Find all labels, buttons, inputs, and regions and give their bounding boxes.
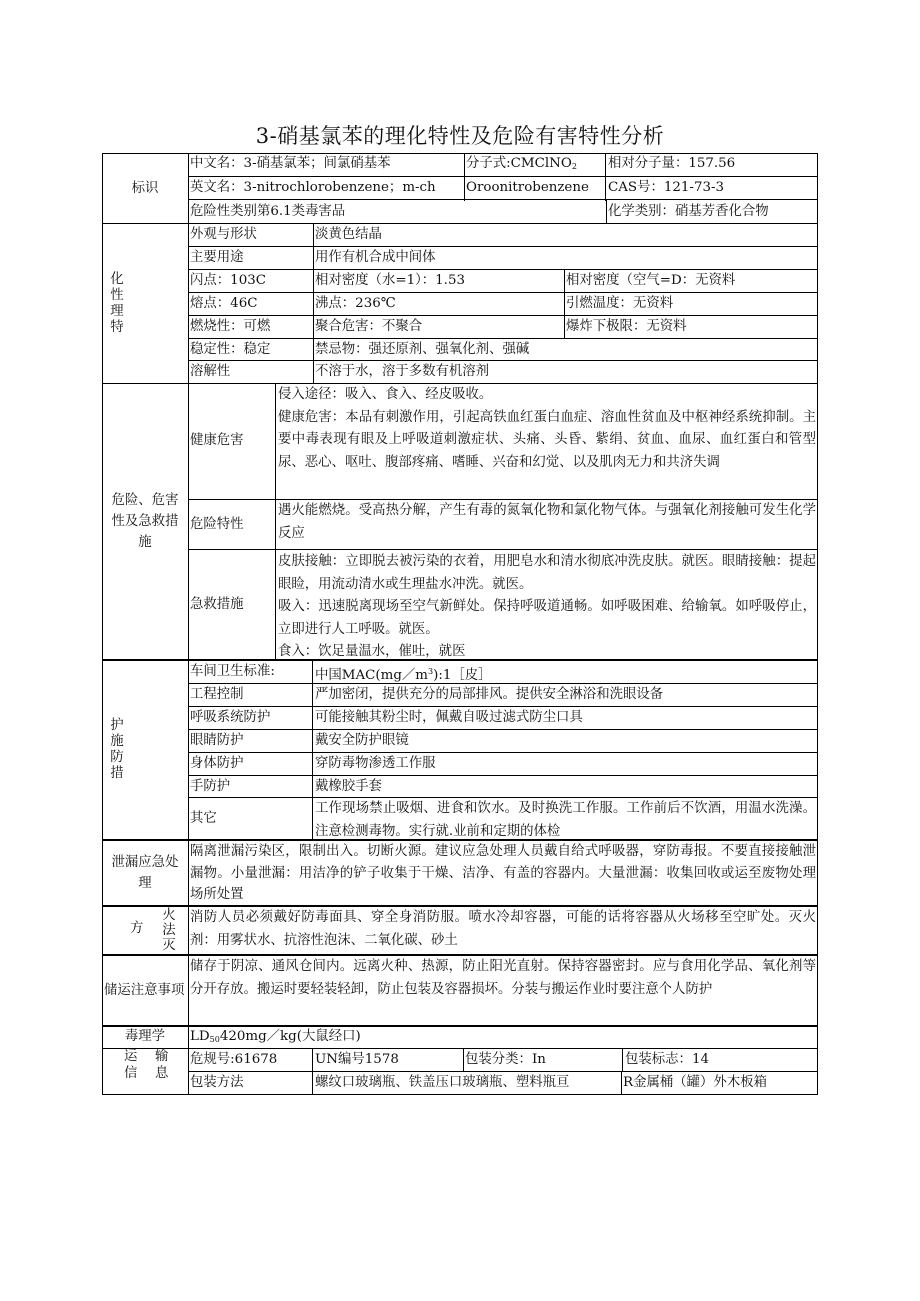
fire-section-label-a: 方 <box>130 921 144 936</box>
msds-table <box>102 153 818 1095</box>
stability: 稳定性：稳定 <box>190 342 271 357</box>
english-name-continued: Oroonitrobenzene <box>466 180 589 195</box>
body-protection-label: 身体防护 <box>190 756 244 771</box>
respiratory-protection-value: 可能接触其粉尘时，佩戴自吸过滤式防尘口具 <box>315 710 583 725</box>
transport-section-label-a: 运 输 <box>124 1049 169 1064</box>
transport-section-label-b: 信 息 <box>124 1066 169 1081</box>
section-label-hazard: 危险、危害性及急救措施 <box>111 493 179 550</box>
section-label-physical: 化性理特 <box>110 271 124 335</box>
health-hazard-label: 健康危害 <box>190 433 244 448</box>
other-protection-label: 其它 <box>190 811 217 826</box>
danger-characteristics-label: 危险特性 <box>190 516 244 532</box>
section-label-toxicology: 毒理学 <box>124 1029 166 1044</box>
chinese-name: 中文名：3-硝基氯苯；间氯硝基苯 <box>190 156 391 171</box>
flash-point: 闪点：103C <box>190 273 266 288</box>
engineering-control-value: 严加密闭，提供充分的局部排风。提供安全淋浴和洗眼设备 <box>315 687 664 702</box>
un-number: UN编号1578 <box>315 1052 399 1067</box>
engineering-control-label: 工程控制 <box>190 687 244 702</box>
molecular-formula: 分子式:CMClNO$_2$ <box>466 156 577 171</box>
first-aid-text: 皮肤接触：立即脱去被污染的衣着，用肥皂水和清水彻底冲洗皮肤。就医。眼睛接触：提起眼睑，用流动清水或生理盐水冲洗。就医。 吸入：迅速脱离现场至空气新鲜处。保持呼吸道通畅。如呼吸困难、给输氧。如呼吸停止，立即进行人工呼吸。就医。 食入：饮足量温水，催吐，就医 <box>278 554 816 660</box>
chemical-class: 化学类别：硝基芳香化合物 <box>608 204 769 219</box>
packing-method-value-continued: R金属桶（罐）外木板箱 <box>623 1075 767 1090</box>
solubility-label: 溶解性 <box>190 364 231 379</box>
density-water: 相对密度（水=1）：1.53 <box>315 273 465 288</box>
use-label: 主要用途 <box>190 250 244 265</box>
fire-fighting-text: 消防人员必须戴好防毒面具、穿全身消防服。喷水冷却容器，可能的话将容器从火场移至空旷处。灭火剂：用雾状水、抗溶性泡沫、二氧化碳、砂土 <box>190 910 816 948</box>
molecular-weight: 相对分子量：157.56 <box>608 156 736 171</box>
english-name: 英文名：3-nitrochlorobenzene；m-ch <box>190 180 436 195</box>
packing-method-value: 螺纹口玻璃瓶、铁盖压口玻璃瓶、塑料瓶亘 <box>315 1075 570 1090</box>
solubility-value: 不溶于水，溶于多数有机溶剂 <box>315 364 490 379</box>
packing-method-label: 包装方法 <box>190 1075 244 1090</box>
workshop-standard-label: 车间卫生标准: <box>190 664 275 679</box>
dangerous-goods-number: 危规号:61678 <box>190 1052 278 1067</box>
incompatible-materials: 禁忌物：强还原剂、强氧化剂、强碱 <box>315 342 530 357</box>
packing-class: 包装分类：In <box>465 1052 546 1067</box>
flammability: 燃烧性：可燃 <box>190 319 271 334</box>
packing-mark: 包装标志：14 <box>625 1052 709 1067</box>
eye-protection-label: 眼睛防护 <box>190 733 244 748</box>
section-label-storage: 储运注意事项 <box>104 982 185 998</box>
appearance-label: 外观与形状 <box>190 227 257 242</box>
first-aid-label: 急救措施 <box>190 597 244 612</box>
ignition-temperature: 引燃温度：无资料 <box>566 296 674 311</box>
section-label-protection: 护施防措 <box>110 718 124 781</box>
hand-protection-value: 戴橡胶手套 <box>315 779 382 794</box>
eye-protection-value: 戴安全防护眼镜 <box>315 733 409 748</box>
other-protection-value: 工作现场禁止吸烟、进食和饮水。及时换洗工作服。工作前后不饮酒，用温水洗澡。注意检测毒物。实行就.业前和定期的体检 <box>315 801 816 839</box>
hazard-class: 危险性类别第6.1类毒害品 <box>190 204 346 219</box>
polymerization-hazard: 聚合危害：不聚合 <box>315 319 423 334</box>
cas-number: CAS号：121-73-3 <box>608 180 725 195</box>
ld50-value: $LD_{50}420mg/kg$(大鼠经口) <box>190 1029 361 1044</box>
fire-section-label-b: 火法灭 <box>162 908 176 953</box>
use-value: 用作有机合成中间体 <box>315 250 436 265</box>
section-label-leak: 泄漏应急处理 <box>111 855 179 891</box>
respiratory-protection-label: 呼吸系统防护 <box>190 710 271 725</box>
explosion-limit: 爆炸下极限：无资料 <box>566 319 687 334</box>
storage-text: 储存于阴凉、通风仓间内。远离火种、热源，防止阳光直射。保持容器密封。应与食用化学品、氧化剂等分开存放。搬运时要轻装轻卸，防止包装及容器损坏。分装与搬运作业时要注意个人防护 <box>190 959 816 997</box>
appearance-value: 淡黄色结晶 <box>315 227 382 242</box>
health-hazard-text: 侵入途径：吸入、食入、经皮吸收。 健康危害：本品有刺激作用，引起高铁血红蛋白血症、溶血性贫血及中枢神经系统抑制。主要中毒表现有眼及上呼吸道刺激症状、头痛、头昏、紫绢、贫血、血尿、血红蛋白和管型尿、恶心、呕吐、腹部疼痛、嗜睡、兴奋和幻觉、以及肌肉无力和共济失调 <box>278 387 816 470</box>
melting-point: 熔点：46C <box>190 296 258 311</box>
hand-protection-label: 手防护 <box>190 779 231 794</box>
document-title: 3-硝基氯苯的理化特性及危险有害特性分析 <box>255 124 665 148</box>
body-protection-value: 穿防毒物渗透工作服 <box>315 756 436 771</box>
danger-characteristics-text: 遇火能燃烧。受高热分解，产生有毒的氮氧化物和氯化物气体。与强氧化剂接触可发生化学反应 <box>278 503 816 541</box>
leak-text: 隔离泄漏污染区，限制出入。切断火源。建议应急处理人员戴自给式呼吸器，穿防毒报。不要直接接触泄漏物。小量泄漏：用洁净的铲子收集于干燥、洁净、有盖的容器内。大量泄漏：收集回收或运至废物处理场所处置 <box>190 844 816 902</box>
workshop-standard-value: 中国$MAC(mg/m^3):1[$皮］ <box>315 667 492 683</box>
boiling-point: 沸点：236℃ <box>315 296 396 311</box>
density-air: 相对密度（空气=D：无资料 <box>566 273 736 288</box>
section-label-identification: 标识 <box>131 180 159 196</box>
